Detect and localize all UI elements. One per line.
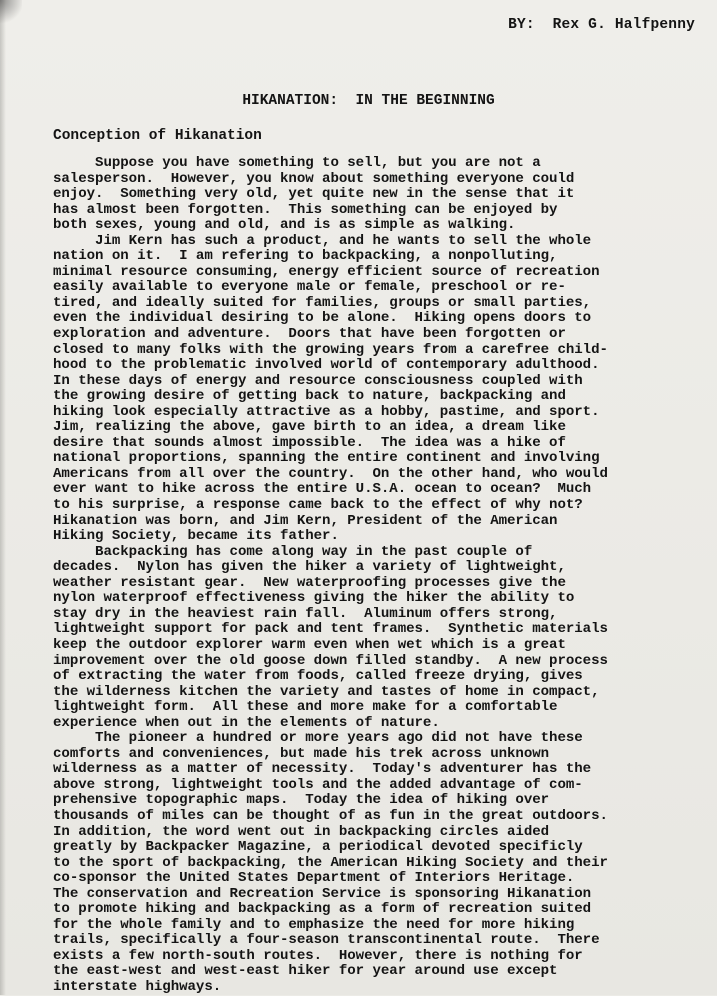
text-line: Jim, realizing the above, gave birth to an idea, a dream like <box>53 419 566 436</box>
text-line: interstate highways. <box>53 978 222 995</box>
text-line: exists a few north-south routes. However, there is nothing for <box>53 947 583 964</box>
text-line: easily available to everyone male or female, preschool or re- <box>53 279 566 296</box>
text-line: both sexes, young and old, and is as simple as walking. <box>53 217 516 234</box>
text-line: Backpacking has come along way in the past couple of <box>53 543 533 560</box>
text-line: Hikanation was born, and Jim Kern, President of the American <box>53 512 558 529</box>
text-line: comforts and conveniences, but made his trek across unknown <box>53 745 550 762</box>
text-line: experience when out in the elements of nature. <box>53 714 440 731</box>
text-line: weather resistant gear. New waterproofing processes give the <box>53 574 566 591</box>
text-line: to promote hiking and backpacking as a form of recreation suited <box>53 901 592 918</box>
text-line: of extracting the water from foods, called freeze drying, gives <box>53 668 583 685</box>
body-text <box>53 156 693 996</box>
text-line: tired, and ideally suited for families, groups or small parties, <box>53 294 592 311</box>
text-line: lightweight form. All these and more make for a comfortable <box>53 699 558 716</box>
text-line: Suppose you have something to sell, but you are not a <box>53 155 541 171</box>
text-line: for the whole family and to emphasize the need for more hiking <box>53 916 575 933</box>
text-line: the growing desire of getting back to nature, backpacking and <box>53 388 566 405</box>
text-line: co-sponsor the United States Department of Interiors Heritage. <box>53 870 575 887</box>
text-line: prehensive topographic maps. Today the idea of hiking over <box>53 792 550 809</box>
text-line: lightweight support for pack and tent frames. Synthetic materials <box>53 621 608 638</box>
text-line: has almost been forgotten. This something can be enjoyed by <box>53 201 558 218</box>
text-line: hood to the problematic involved world of contemporary adulthood. <box>53 357 600 374</box>
text-line: hiking look especially attractive as a hobby, pastime, and sport. <box>53 403 600 420</box>
text-line: thousands of miles can be thought of as fun in the great outdoors. <box>53 807 608 824</box>
text-line: Jim Kern has such a product, and he wants to sell the whole <box>53 232 592 249</box>
text-line: enjoy. Something very old, yet quite new in the sense that it <box>53 186 575 203</box>
text-line: salesperson. However, you know about something everyone could <box>53 170 575 187</box>
document-title-text: HIKANATION: IN THE BEGINNING <box>242 93 495 109</box>
section-heading: Conception of Hikanation <box>53 128 262 144</box>
document-title <box>0 93 717 109</box>
text-line: stay dry in the heaviest rain fall. Aluminum offers strong, <box>53 605 558 622</box>
text-line: improvement over the old goose down filled standby. A new process <box>53 652 608 669</box>
scan-edge-shadow <box>0 0 6 995</box>
text-line: trails, specifically a four-season transcontinental route. There <box>53 932 600 949</box>
text-line: to the sport of backpacking, the American Hiking Society and their <box>53 854 608 871</box>
text-line: minimal resource consuming, energy efficient source of recreation <box>53 263 600 280</box>
text-line: keep the outdoor explorer warm even when wet which is a great <box>53 636 566 653</box>
text-line: to his surprise, a response came back to the effect of why not? <box>53 497 583 514</box>
text-line: exploration and adventure. Doors that have been forgotten or <box>53 326 566 343</box>
text-line: wilderness as a matter of necessity. Today's adventurer has the <box>53 761 592 778</box>
text-line: the wilderness kitchen the variety and tastes of home in compact, <box>53 683 600 700</box>
text-line: The conservation and Recreation Service is sponsoring Hikanation <box>53 885 592 902</box>
text-line: The pioneer a hundred or more years ago did not have these <box>53 730 583 747</box>
text-line: In addition, the word went out in backpacking circles aided <box>53 823 550 840</box>
text-line: Hiking Society, became its father. <box>53 528 339 545</box>
text-line: greatly by Backpacker Magazine, a periodical devoted specificly <box>53 839 583 856</box>
text-line: nylon waterproof effectiveness giving the hiker the ability to <box>53 590 575 607</box>
text-line: ever want to hike across the entire U.S.A. ocean to ocean? Much <box>53 481 592 498</box>
text-line: the east-west and west-east hiker for year around use except <box>53 963 558 980</box>
scan-corner-mark <box>0 0 22 26</box>
text-line: nation on it. I am refering to backpacking, a nonpolluting, <box>53 248 558 265</box>
text-line: In these days of energy and resource consciousness coupled with <box>53 372 583 389</box>
text-line: national proportions, spanning the entire continent and involving <box>53 450 600 467</box>
text-line: Americans from all over the country. On the other hand, who would <box>53 465 608 482</box>
text-line: even the individual desiring to be alone. Hiking opens doors to <box>53 310 592 327</box>
text-line: decades. Nylon has given the hiker a variety of lightweight, <box>53 559 566 576</box>
author-byline: BY: Rex G. Halfpenny <box>508 17 695 33</box>
text-line: desire that sounds almost impossible. The idea was a hike of <box>53 434 566 451</box>
text-line: above strong, lightweight tools and the added advantage of com- <box>53 776 583 793</box>
text-line: closed to many folks with the growing years from a carefree child- <box>53 341 608 358</box>
